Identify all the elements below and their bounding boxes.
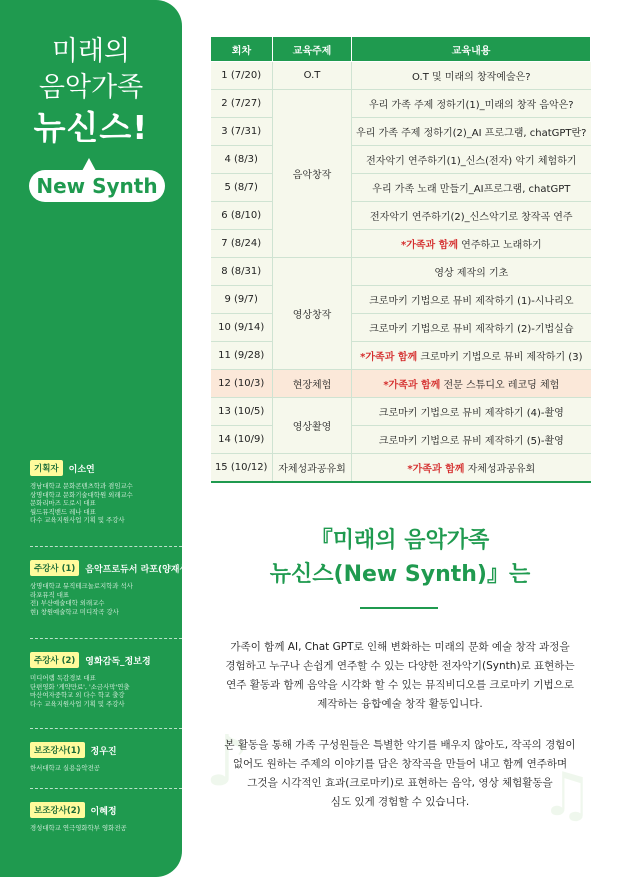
table-row bbox=[211, 174, 591, 202]
staff-block bbox=[30, 460, 180, 525]
header-session: 회차 bbox=[211, 37, 273, 62]
topic-cell: O.T bbox=[272, 62, 351, 90]
staff-credential: 월드뮤직밴드 레나 대표 bbox=[30, 507, 96, 516]
staff-credential: 문화리마즈 도로시 대표 bbox=[30, 499, 96, 508]
intro-divider bbox=[360, 607, 438, 609]
content-cell bbox=[352, 146, 591, 174]
family-highlight: *가족과 함께 bbox=[360, 352, 418, 363]
session-cell: 6 (8/10) bbox=[211, 202, 273, 230]
staff-role-tag: 주강사 (2) bbox=[30, 652, 79, 668]
staff-name: 이소연 bbox=[68, 464, 95, 475]
session-cell: 12 (10/3) bbox=[211, 370, 273, 398]
content-text: 전문 스튜디오 레코딩 체험 bbox=[440, 380, 560, 391]
paragraph-line: 그것을 시각적인 효과(크로마키)로 표현하는 음악, 영상 체험활동을 bbox=[247, 777, 553, 789]
staff-block bbox=[30, 742, 180, 773]
topic-cell: 자체성과공유회 bbox=[272, 454, 351, 483]
paragraph-line: 없어도 원하는 주제의 이야기를 담은 창작곡을 만들어 내고 함께 연주하며 bbox=[232, 758, 568, 770]
staff-block bbox=[30, 652, 180, 708]
staff-header bbox=[30, 652, 180, 668]
table-row bbox=[211, 370, 591, 398]
content-cell bbox=[352, 454, 591, 483]
staff-credential: 마산여자중학교 외 다수 학교 출강 bbox=[30, 691, 125, 700]
table-row bbox=[211, 314, 591, 342]
sidebar bbox=[0, 0, 193, 877]
session-cell: 3 (7/31) bbox=[211, 118, 273, 146]
table-row bbox=[211, 426, 591, 454]
staff-divider bbox=[30, 638, 182, 639]
table-row bbox=[211, 202, 591, 230]
content-text: 크로마키 기법으로 뮤비 제작하기 (4)-촬영 bbox=[378, 408, 564, 419]
staff-role-tag: 기획자 bbox=[30, 460, 63, 476]
table-row bbox=[211, 118, 591, 146]
staff-credential: 전) 부산예술대학 외래교수 bbox=[30, 599, 105, 608]
content-cell bbox=[352, 426, 591, 454]
staff-block bbox=[30, 802, 180, 833]
program-title bbox=[0, 34, 182, 150]
table-row bbox=[211, 398, 591, 426]
table-row bbox=[211, 62, 591, 90]
content-text: 자체성과공유회 bbox=[464, 464, 536, 475]
content-text: 전자악기 연주하기(1)_신스(전자) 악기 체험하기 bbox=[366, 156, 577, 167]
content-cell bbox=[352, 258, 591, 286]
family-highlight: *가족과 함께 bbox=[400, 240, 458, 251]
staff-credential: 상명대학교 뮤직테크놀로지학과 석사 bbox=[30, 582, 133, 590]
content-text: 크로마키 기법으로 뮤비 제작하기 (5)-촬영 bbox=[378, 436, 564, 447]
session-cell: 9 (9/7) bbox=[211, 286, 273, 314]
content-text: 연주하고 노래하기 bbox=[458, 240, 542, 251]
session-cell: 15 (10/12) bbox=[211, 454, 273, 483]
table-row bbox=[211, 286, 591, 314]
content-cell bbox=[352, 370, 591, 398]
content-text: 우리 가족 노래 만들기_AI프로그램, chatGPT bbox=[372, 184, 571, 195]
table-row bbox=[211, 258, 591, 286]
paragraph-line: 가족이 함께 AI, Chat GPT로 인해 변화하는 미래의 문화 예술 창작 과정을 bbox=[230, 641, 570, 653]
schedule-table bbox=[210, 36, 591, 483]
paragraph-line: 제작하는 융합예술 창작 활동입니다. bbox=[317, 698, 483, 710]
staff-credential: 경성대학교 연극영화학부 영화전공 bbox=[30, 824, 127, 832]
content-cell bbox=[352, 398, 591, 426]
staff-role-tag: 보조강사(2) bbox=[30, 802, 85, 818]
content-text: 우리 가족 주제 정하기(1)_미래의 창작 음악은? bbox=[369, 100, 574, 111]
session-cell: 5 (8/7) bbox=[211, 174, 273, 202]
staff-divider bbox=[30, 788, 182, 789]
intro-paragraph-1 bbox=[205, 638, 595, 714]
table-row bbox=[211, 90, 591, 118]
staff-header bbox=[30, 742, 180, 758]
session-cell: 14 (10/9) bbox=[211, 426, 273, 454]
staff-credential: 한서대학교 실용음악전공 bbox=[30, 764, 100, 772]
content-cell bbox=[352, 202, 591, 230]
staff-credential: 미디어랩 독감경보 대표 bbox=[30, 674, 96, 682]
staff-divider bbox=[30, 546, 182, 547]
family-highlight: *가족과 함께 bbox=[383, 380, 441, 391]
music-note-decoration: ♪ bbox=[205, 720, 250, 802]
session-cell: 1 (7/20) bbox=[211, 62, 273, 90]
content-text: O.T 및 미래의 창작예술은? bbox=[412, 72, 531, 83]
table-header-row bbox=[211, 37, 591, 62]
content-text: 우리 가족 주제 정하기(2)_AI 프로그램, chatGPT란? bbox=[356, 128, 587, 139]
staff-block bbox=[30, 560, 193, 616]
content-cell bbox=[352, 342, 591, 370]
staff-role-tag: 주강사 (1) bbox=[30, 560, 79, 576]
content-cell bbox=[352, 174, 591, 202]
paragraph-line: 본 활동을 통해 가족 구성원들은 특별한 악기를 배우지 않아도, 작곡의 경험이 bbox=[224, 739, 576, 751]
staff-header bbox=[30, 460, 180, 476]
header-content: 교육내용 bbox=[352, 37, 591, 62]
content-cell bbox=[352, 90, 591, 118]
intro-paragraph-2 bbox=[205, 736, 595, 812]
topic-cell: 영상창작 bbox=[272, 258, 351, 370]
title-line1: 미래의 bbox=[51, 36, 131, 67]
staff-credential: 경남대학교 문화콘텐츠학과 겸임교수 bbox=[30, 482, 133, 490]
title-line3: 뉴신스! bbox=[33, 108, 149, 147]
staff-header bbox=[30, 802, 180, 818]
intro-title bbox=[200, 524, 600, 592]
title-line2: 음악가족 bbox=[38, 72, 144, 103]
table-row bbox=[211, 342, 591, 370]
session-cell: 8 (8/31) bbox=[211, 258, 273, 286]
header-topic: 교육주제 bbox=[272, 37, 351, 62]
content-cell bbox=[352, 230, 591, 258]
staff-name: 이혜정 bbox=[90, 806, 117, 817]
table-row bbox=[211, 230, 591, 258]
staff-role-tag: 보조강사(1) bbox=[30, 742, 85, 758]
content-text: 전자악기 연주하기(2)_신스악기로 창작곡 연주 bbox=[370, 212, 573, 223]
topic-cell: 현장체험 bbox=[272, 370, 351, 398]
family-highlight: *가족과 함께 bbox=[407, 464, 465, 475]
paragraph-line: 경험하고 누구나 손쉽게 연주할 수 있는 다양한 전자악기(Synth)로 표현하는 bbox=[225, 660, 575, 672]
staff-credential: 상명대학교 문화기술대학원 외래교수 bbox=[30, 490, 133, 499]
session-cell: 2 (7/27) bbox=[211, 90, 273, 118]
staff-credential: 다수 교육지원사업 기획 및 주강사 bbox=[30, 699, 125, 708]
content-cell bbox=[352, 118, 591, 146]
music-note-decoration: ♫ bbox=[540, 760, 594, 830]
content-text: 크로마키 기법으로 뮤비 제작하기 (3) bbox=[417, 352, 583, 363]
staff-credential: 다수 교육지원사업 기획 및 주강사 bbox=[30, 516, 125, 525]
session-cell: 4 (8/3) bbox=[211, 146, 273, 174]
new-synth-badge: New Synth bbox=[29, 170, 165, 202]
content-text: 크로마키 기법으로 뮤비 제작하기 (2)-기법실습 bbox=[369, 324, 574, 335]
paragraph-line: 연주 활동과 함께 음악을 시각화 할 수 있는 뮤직비디오를 크로마키 기법으로 bbox=[226, 679, 574, 691]
session-cell: 10 (9/14) bbox=[211, 314, 273, 342]
staff-header bbox=[30, 560, 193, 576]
intro-title-line1: 『미래의 음악가족 bbox=[310, 528, 490, 553]
session-cell: 7 (8/24) bbox=[211, 230, 273, 258]
topic-cell: 음악창작 bbox=[272, 90, 351, 258]
staff-divider bbox=[30, 728, 182, 729]
session-cell: 11 (9/28) bbox=[211, 342, 273, 370]
topic-cell: 영상촬영 bbox=[272, 398, 351, 454]
table-row bbox=[211, 146, 591, 174]
staff-credential: 현) 창원예술학교 미디작곡 강사 bbox=[30, 607, 119, 616]
intro-title-line2: 뉴신스(New Synth)』는 bbox=[269, 562, 531, 587]
paragraph-line: 심도 있게 경험할 수 있습니다. bbox=[330, 796, 470, 808]
content-text: 영상 제작의 기초 bbox=[434, 268, 509, 279]
content-cell bbox=[352, 62, 591, 90]
staff-credential: 라포뮤직 대표 bbox=[30, 590, 70, 599]
staff-credential: 단편영화 '게약만료', '소금사막'연출 bbox=[30, 682, 130, 691]
content-cell bbox=[352, 286, 591, 314]
content-text: 크로마키 기법으로 뮤비 제작하기 (1)-시나리오 bbox=[369, 296, 574, 307]
staff-name: 음악프로듀서 라포(양재성) bbox=[85, 564, 193, 575]
staff-name: 영화감독_정보경 bbox=[85, 656, 151, 667]
session-cell: 13 (10/5) bbox=[211, 398, 273, 426]
staff-name: 정우진 bbox=[90, 746, 117, 757]
content-cell bbox=[352, 314, 591, 342]
table-row bbox=[211, 454, 591, 483]
